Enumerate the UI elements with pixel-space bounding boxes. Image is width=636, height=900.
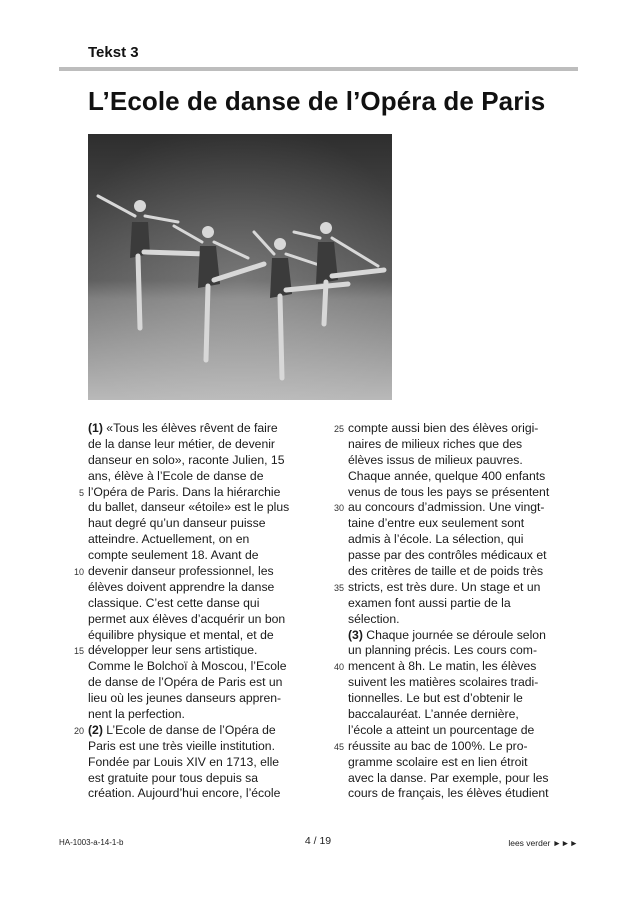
- line-text: gramme scolaire est en lien étroit: [348, 754, 528, 769]
- text-line: [88, 596, 314, 612]
- text-line: [73, 722, 314, 739]
- line-number: 40: [333, 662, 344, 673]
- line-text: Chaque année, quelque 400 enfants: [348, 468, 546, 483]
- line-text: naires de milieux riches que des: [348, 436, 523, 451]
- left-text-column: [73, 421, 314, 802]
- text-line: [88, 612, 314, 628]
- text-line: [348, 437, 580, 453]
- line-text: nent la perfection.: [88, 707, 185, 722]
- ballet-photo: [88, 134, 392, 400]
- text-line: [348, 453, 580, 469]
- line-text: avec la danse. Par exemple, pour les: [348, 770, 549, 785]
- line-number: 35: [333, 582, 344, 593]
- line-text: admis à l’école. La sélection, qui: [348, 532, 524, 547]
- line-number: 45: [333, 741, 344, 752]
- text-line: [333, 659, 580, 675]
- line-text: lieu où les jeunes danseurs appren-: [88, 691, 282, 706]
- line-text: cours de français, les élèves étudient: [348, 786, 549, 801]
- text-line: [348, 612, 580, 628]
- line-text: L’Ecole de danse de l’Opéra de: [102, 722, 276, 737]
- line-text: haut degré qu’un danseur puisse: [88, 516, 266, 531]
- page-number: 4 / 19: [304, 835, 332, 847]
- line-number: 20: [73, 725, 84, 736]
- line-text: Comme le Bolchoï à Moscou, l’Ecole: [88, 659, 287, 674]
- text-line: [88, 516, 314, 532]
- line-text: sélection.: [348, 611, 400, 626]
- line-text: compte aussi bien des élèves origi-: [348, 421, 539, 435]
- continue-indicator: lees verder ►►►: [508, 838, 578, 848]
- line-text: ans, élève à l’Ecole de danse de: [88, 468, 264, 483]
- line-text: danseur en solo», raconte Julien, 15: [88, 452, 285, 467]
- text-line: [88, 659, 314, 675]
- line-text: baccalauréat. L’année dernière,: [348, 707, 519, 722]
- line-text: de danse de l’Opéra de Paris est un: [88, 675, 283, 690]
- line-text: élèves doivent apprendre la danse: [88, 579, 275, 594]
- text-line: [88, 755, 314, 771]
- line-text: au concours d’admission. Une vingt-: [348, 500, 545, 515]
- text-line: [88, 500, 314, 516]
- line-text: l’Opéra de Paris. Dans la hiérarchie: [88, 484, 281, 499]
- text-line: [348, 596, 580, 612]
- photo-of-four-ballet-dancers-icon: [88, 134, 392, 400]
- line-text: création. Aujourd’hui encore, l’école: [88, 786, 281, 801]
- line-text: «Tous les élèves rêvent de faire: [102, 421, 278, 435]
- text-line: [88, 691, 314, 707]
- text-line: [88, 437, 314, 453]
- paragraph-marker: (2): [88, 722, 103, 737]
- text-line: [88, 675, 314, 691]
- text-line: [88, 771, 314, 787]
- text-line: [348, 755, 580, 771]
- text-line: [78, 484, 314, 501]
- text-line: [88, 628, 314, 644]
- line-text: atteindre. Actuellement, on en: [88, 532, 250, 547]
- text-line: [88, 548, 314, 564]
- text-line: [88, 739, 314, 755]
- line-text: développer leur sens artistique.: [88, 643, 258, 658]
- text-line: [333, 500, 580, 516]
- line-number: 15: [73, 646, 84, 657]
- text-line: [348, 516, 580, 532]
- line-text: est gratuite pour tous depuis sa: [88, 770, 259, 785]
- line-text: permet aux élèves d’acquérir un bon: [88, 611, 286, 626]
- line-text: élèves issus de milieux pauvres.: [348, 452, 523, 467]
- text-line: [348, 771, 580, 787]
- section-label: Tekst 3: [88, 44, 139, 61]
- text-line: [348, 707, 580, 723]
- line-number: 10: [73, 567, 84, 578]
- line-text: mencent à 8h. Le matin, les élèves: [348, 659, 537, 674]
- paragraph-marker: (1): [88, 421, 103, 435]
- line-text: suivent les matières scolaires tradi-: [348, 675, 539, 690]
- line-text: devenir danseur professionnel, les: [88, 564, 274, 579]
- line-text: stricts, est très dure. Un stage et un: [348, 579, 541, 594]
- right-text-column: [333, 421, 580, 802]
- line-text: un planning précis. Les cours com-: [348, 643, 538, 658]
- article-title: L’Ecole de danse de l’Opéra de Paris: [88, 86, 546, 116]
- text-line: [348, 675, 580, 691]
- text-line: [348, 532, 580, 548]
- text-line: [348, 469, 580, 485]
- text-line: [348, 691, 580, 707]
- line-text: des critères de taille et de poids très: [348, 564, 544, 579]
- text-line: [88, 786, 314, 802]
- text-line: [88, 707, 314, 723]
- text-line: [88, 532, 314, 548]
- line-text: équilibre physique et mental, et de: [88, 627, 274, 642]
- paragraph-marker: (3): [348, 627, 363, 642]
- text-line: [333, 421, 580, 437]
- line-text: Fondée par Louis XIV en 1713, elle: [88, 754, 280, 769]
- text-line: [333, 738, 580, 755]
- text-line: [348, 628, 580, 644]
- text-line: [348, 643, 580, 659]
- text-line: [88, 453, 314, 469]
- line-text: venus de tous les pays se présentent: [348, 484, 550, 499]
- text-line: [333, 579, 580, 596]
- line-text: réussite au bac de 100%. Le pro-: [348, 738, 528, 753]
- document-code: HA-1003-a-14-1-b: [59, 838, 124, 847]
- line-text: Chaque journée se déroule selon: [362, 627, 546, 642]
- text-line: [348, 564, 580, 580]
- line-text: classique. C’est cette danse qui: [88, 595, 260, 610]
- line-text: de la danse leur métier, de devenir: [88, 436, 275, 451]
- text-line: [348, 485, 580, 501]
- line-text: tionnelles. Le but est d’obtenir le: [348, 691, 523, 706]
- text-line: [348, 786, 580, 802]
- line-number: 25: [333, 424, 344, 434]
- header-rule: [59, 67, 578, 71]
- line-text: passe par des contrôles médicaux et: [348, 548, 547, 563]
- text-line: [348, 723, 580, 739]
- text-line: [73, 564, 314, 580]
- line-text: l’école a atteint un pourcentage de: [348, 722, 535, 737]
- line-text: du ballet, danseur «étoile» est le plus: [88, 500, 290, 515]
- line-text: examen font aussi partie de la: [348, 595, 511, 610]
- line-text: taine d’entre eux seulement sont: [348, 516, 525, 531]
- line-number: 30: [333, 503, 344, 514]
- text-line: [88, 469, 314, 485]
- text-line: [88, 421, 314, 437]
- text-line: [88, 580, 314, 596]
- line-text: Paris est une très vieille institution.: [88, 738, 275, 753]
- text-line: [73, 643, 314, 659]
- text-line: [348, 548, 580, 564]
- line-text: compte seulement 18. Avant de: [88, 548, 259, 563]
- line-number: 5: [78, 487, 84, 498]
